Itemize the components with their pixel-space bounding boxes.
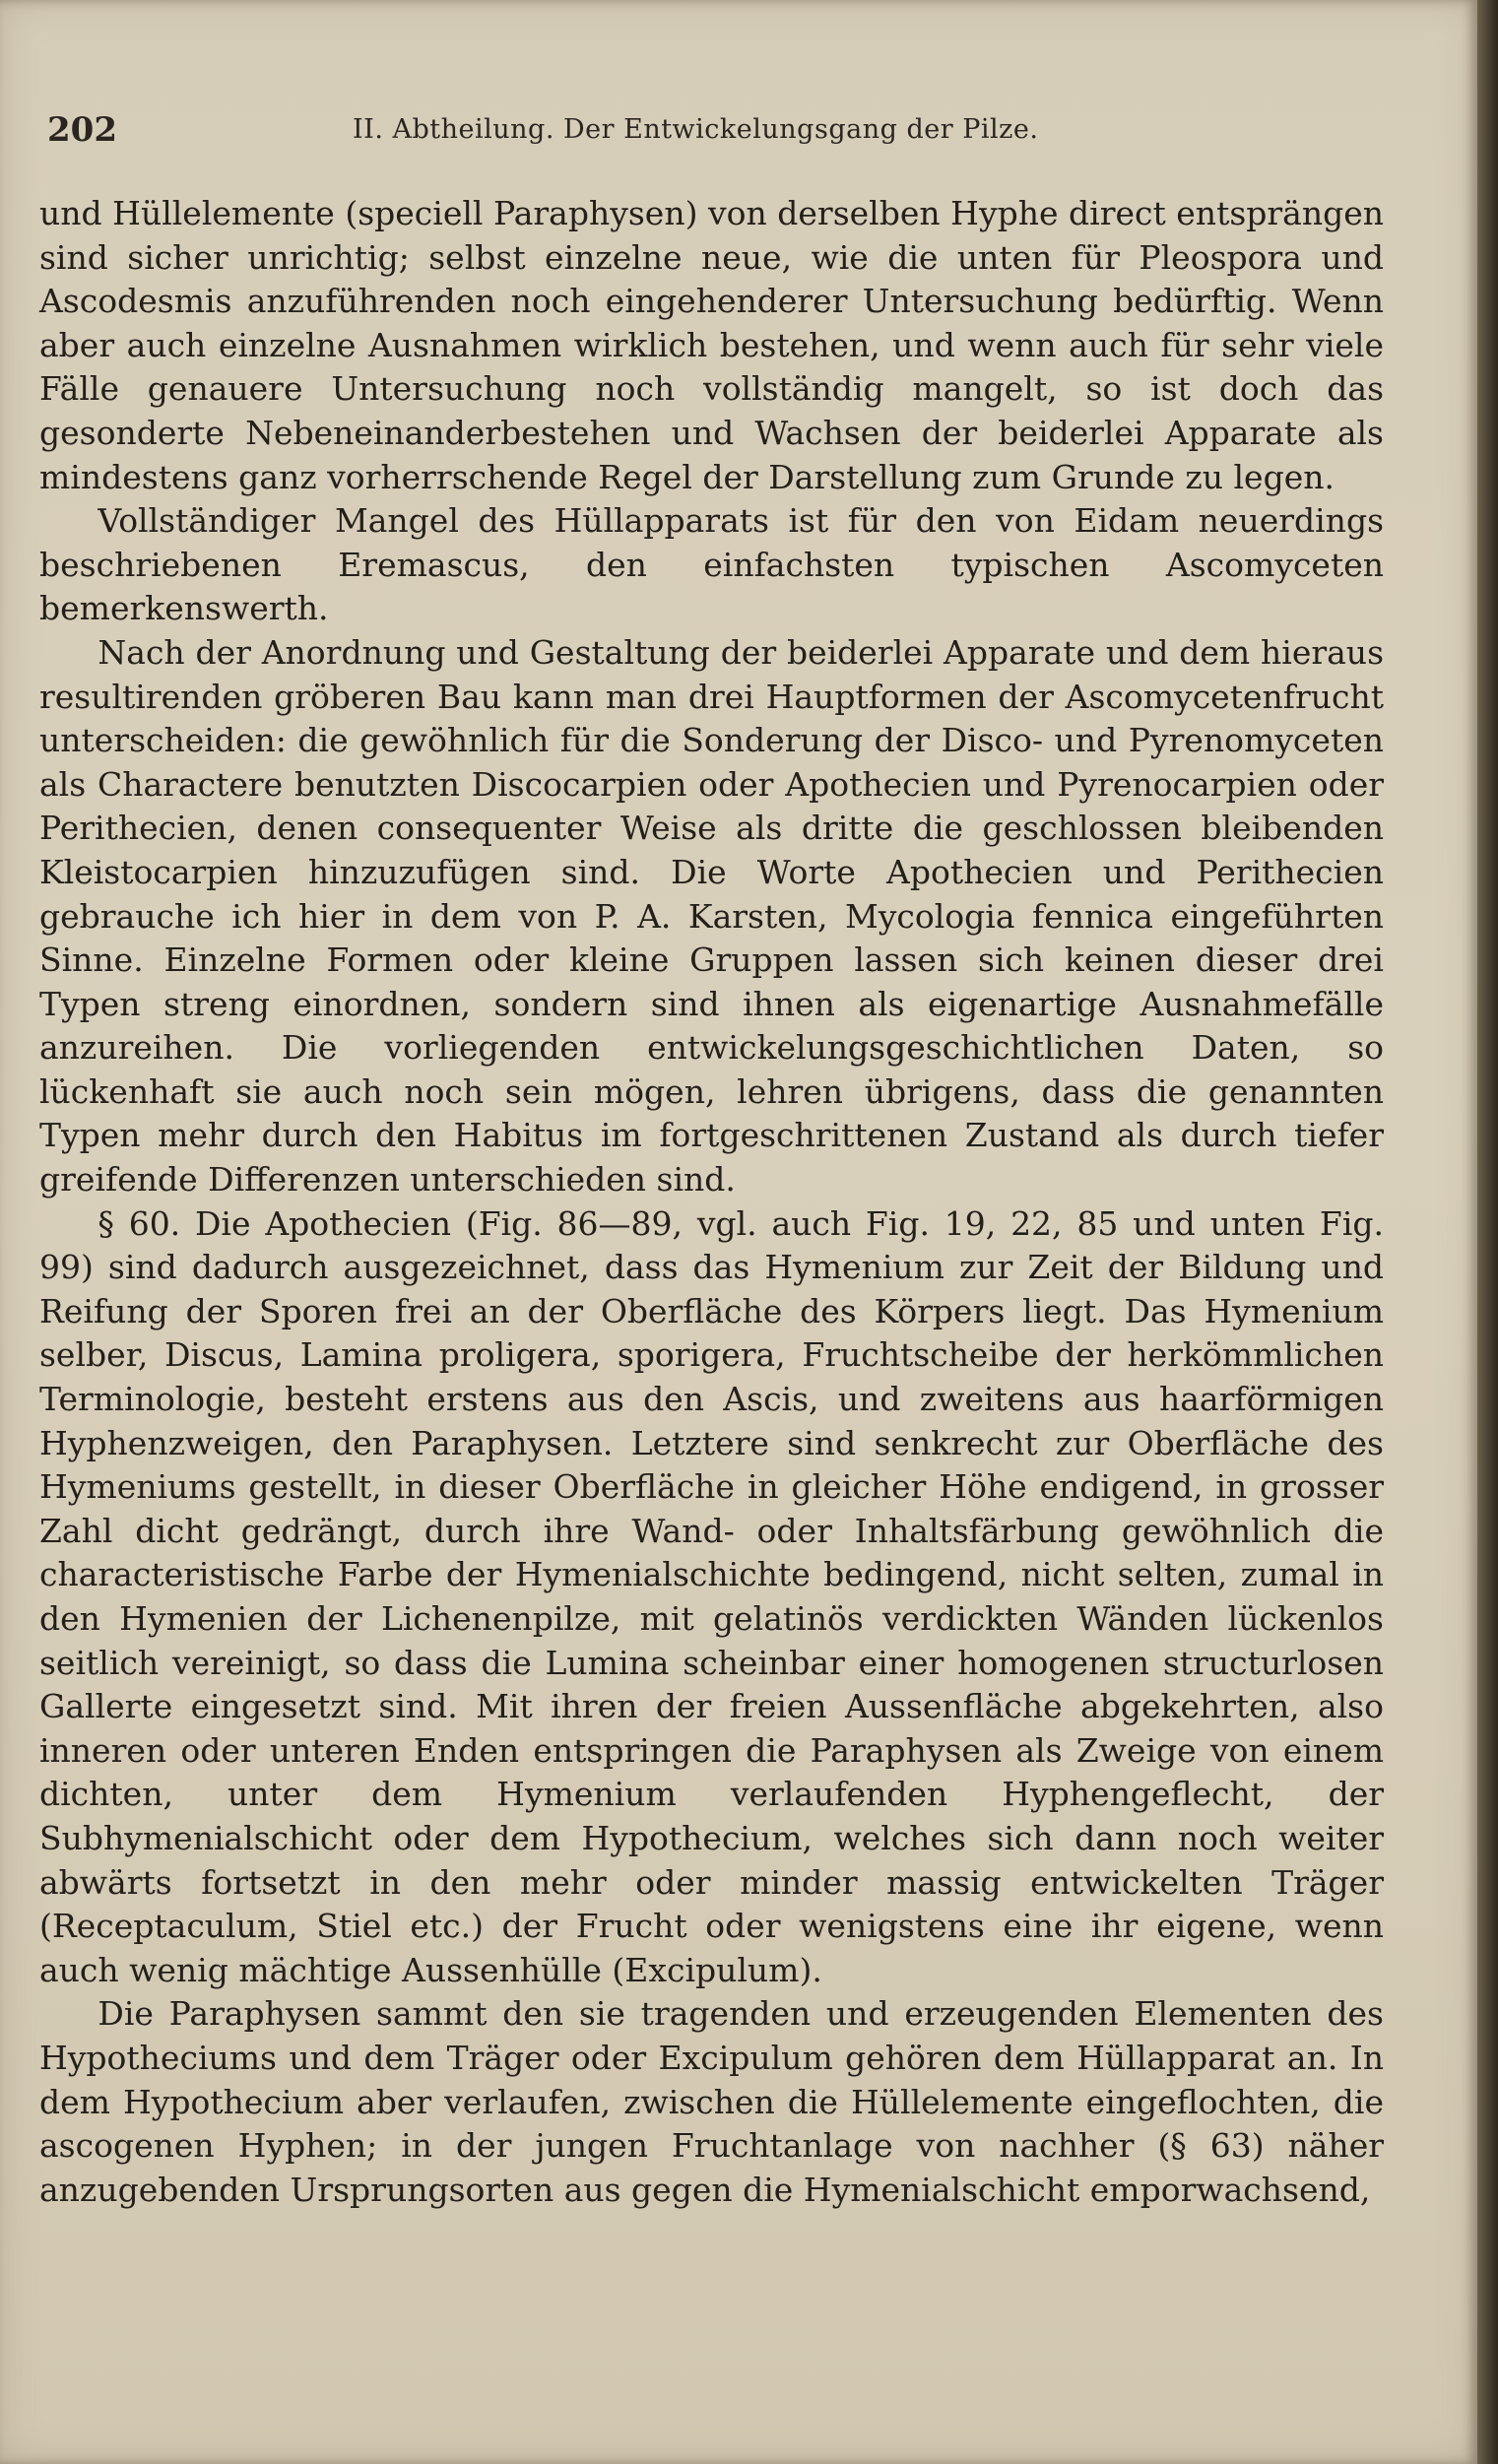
- paragraph-3: Nach der Anordnung und Gestaltung der beiderlei Apparate und dem hieraus resultirenden gröberen Bau kann man drei Hauptformen der Ascomycetenfrucht unterscheiden: die gewöhnlich für die Sonderung der Disco- und Pyrenomyceten als Charactere benutzten Discocarpien oder Apothecien und Pyrenocarpien oder Perithecien, denen consequenter Weise als dritte die geschlossen bleibenden Kleistocarpien hinzuzufügen sind. Die Worte Apothecien und Perithecien gebrauche ich hier in dem von P. A. Karsten, Mycologia fennica eingeführten Sinne. Einzelne Formen oder kleine Gruppen lassen sich keinen dieser drei Typen streng einordnen, sondern sind ihnen als eigenartige Ausnahmefälle anzureihen. Die vorliegenden entwickelungsgeschichtlichen Daten, so lückenhaft sie auch noch sein mögen, lehren übrigens, dass die genannten Typen mehr durch den Habitus im fortgeschrittenen Zustand als durch tiefer greifende Differenzen unterschieden sind.: [39, 632, 1384, 1200]
- paragraph-1: und Hüllelemente (speciell Paraphysen) von derselben Hyphe direct entsprängen sind sicher unrichtig; selbst einzelne neue, wie die unten für Pleospora und Ascodesmis anzuführenden noch eingehenderer Untersuchung bedürftig. Wenn aber auch einzelne Ausnahmen wirklich bestehen, und wenn auch für sehr viele Fälle genauere Untersuchung noch vollständig mangelt, so ist doch das gesonderte Nebeneinanderbestehen und Wachsen der beiderlei Apparate als mindestens ganz vorherrschende Regel der Darstellung zum Grunde zu legen.: [39, 194, 1384, 496]
- body-text: [39, 192, 1384, 2212]
- paragraph-5: Die Paraphysen sammt den sie tragenden und erzeugenden Elementen des Hypotheciums und dem Träger oder Excipulum gehören dem Hüllapparat an. In dem Hypothecium aber verlaufen, zwischen die Hüllelemente eingeflochten, die ascogenen Hyphen; in der jungen Fruchtanlage von nachher (§ 63) näher anzugebenden Ursprungsorten aus gegen die Hymenialschicht emporwachsend,: [39, 1994, 1384, 2209]
- paragraph-2: Vollständiger Mangel des Hüllapparats ist für den von Eidam neuerdings beschriebenen Eremascus, den einfachsten typischen Ascomyceten bemerkenswerth.: [39, 501, 1384, 628]
- page-edge: [1477, 0, 1498, 2464]
- paragraph-4: § 60. Die Apothecien (Fig. 86—89, vgl. auch Fig. 19, 22, 85 und unten Fig. 99) sind dadurch ausgezeichnet, dass das Hymenium zur Zeit der Bildung und Reifung der Sporen frei an der Oberfläche des Körpers liegt. Das Hymenium selber, Discus, Lamina proligera, sporigera, Fruchtscheibe der herkömmlichen Terminologie, besteht erstens aus den Ascis, und zweitens aus haarförmigen Hyphenzweigen, den Paraphysen. Letztere sind senkrecht zur Oberfläche des Hymeniums gestellt, in dieser Oberfläche in gleicher Höhe endigend, in grosser Zahl dicht gedrängt, durch ihre Wand- oder Inhaltsfärbung gewöhnlich die characteristische Farbe der Hymenialschichte bedingend, nicht selten, zumal in den Hymenien der Lichenenpilze, mit gelatinös verdickten Wänden lückenlos seitlich vereinigt, so dass die Lumina scheinbar einer homogenen structurlosen Gallerte eingesetzt sind. Mit ihren der freien Aussenfläche abgekehrten, also inneren oder unteren Enden entspringen die Paraphysen als Zweige von einem dichten, unter dem Hymenium verlaufenden Hyphengeflecht, der Subhymenialschicht oder dem Hypothecium, welches sich dann noch weiter abwärts fortsetzt in den mehr oder minder massig entwickelten Träger (Receptaculum, Stiel etc.) der Frucht oder wenigstens eine ihr eigene, wenn auch wenig mächtige Aussenhülle (Excipulum).: [39, 1203, 1384, 1989]
- page-number: 202: [47, 110, 117, 150]
- running-head: II. Abtheilung. Der Entwickelungsgang der Pilze.: [353, 114, 1039, 145]
